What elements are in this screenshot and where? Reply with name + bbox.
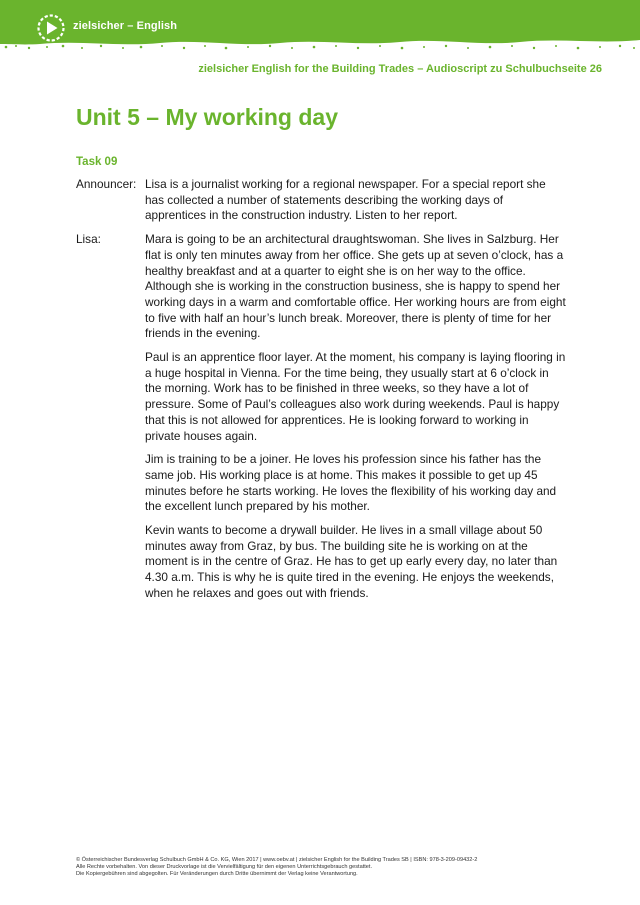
play-logo-icon [36, 13, 66, 43]
paragraph: Paul is an apprentice floor layer. At the moment, his company is laying flooring in a huge hospital in Vienna. For the time being, they usually start at 6 o’clock in the morning. Work has to be finished in three weeks, so they have a lot of pressure. Some of Paul’s colleagues also work during weekends. Paul is happy that this is not allowed for apprentices. He is looking forward to working in private houses again. [145, 350, 566, 443]
paragraph: Lisa is a journalist working for a regional newspaper. For a special report she has collected a number of statements describing the working days of apprentices in the construction industry. Listen to her report. [145, 177, 546, 223]
paragraph: Mara is going to be an architectural draughtswoman. She lives in Salzburg. Her flat is only ten minutes away from her office. She gets up at seven o’clock, has a healthy breakfast and at a quarter to eight she is on her way to the office. Although she is working in the construction business, she is happy to spend her working days in a warm and comfortable office. Her working hours are from eight to five with half an hour’s lunch break. Moreover, there is plenty of time for her friends in the evening. [145, 232, 566, 341]
speaker-label: Lisa: [76, 232, 101, 247]
footer-line: © Österreichischer Bundesverlag Schulbuch GmbH & Co. KG, Wien 2017 | www.oebv.at | zielsicher English for the Building Trades SB | ISBN: 978-3-209-09432-2 [76, 857, 478, 863]
footer-line: Alle Rechte vorbehalten. Von dieser Druckvorlage ist die Vervielfältigung für den eigenen Unterrichtsgebrauch gestattet. [76, 863, 373, 870]
speaker-text [145, 232, 566, 609]
script-row-lisa [76, 232, 566, 609]
paragraph: Kevin wants to become a drywall builder. He lives in a small village about 50 minutes away from Graz, by bus. The building site he is working on at the moment is in the centre of Graz. He has to get up early every day, no later than 4.30 a.m. This is why he is quite tired in the evening. He enjoys the weekends, when he relaxes and goes out with friends. [145, 523, 558, 600]
header-banner [0, 0, 640, 52]
footer-line: Die Kopiergebühren sind abgegolten. Für Veränderungen durch Dritte übernimmt der Verlag keine Verantwortung. [76, 870, 358, 877]
speaker-text [145, 177, 566, 232]
unit-title: Unit 5 – My working day [76, 104, 338, 130]
speaker-label: Announcer: [76, 177, 137, 191]
brand-name: zielsicher – English [73, 20, 178, 32]
copyright-footer [76, 857, 576, 877]
task-label: Task 09 [76, 156, 118, 168]
audioscript [76, 177, 566, 610]
paragraph: Jim is training to be a joiner. He loves his profession since his father has the same job. His working place is at home. This makes it possible to get up 45 minutes before he starts working. He loves the flexibility of his working day and the excellent lunch prepared by his mother. [145, 452, 557, 514]
script-row-announcer [76, 177, 566, 232]
header-title: zielsicher English for the Building Trades – Audioscript zu Schulbuchseite 26 [198, 63, 602, 75]
